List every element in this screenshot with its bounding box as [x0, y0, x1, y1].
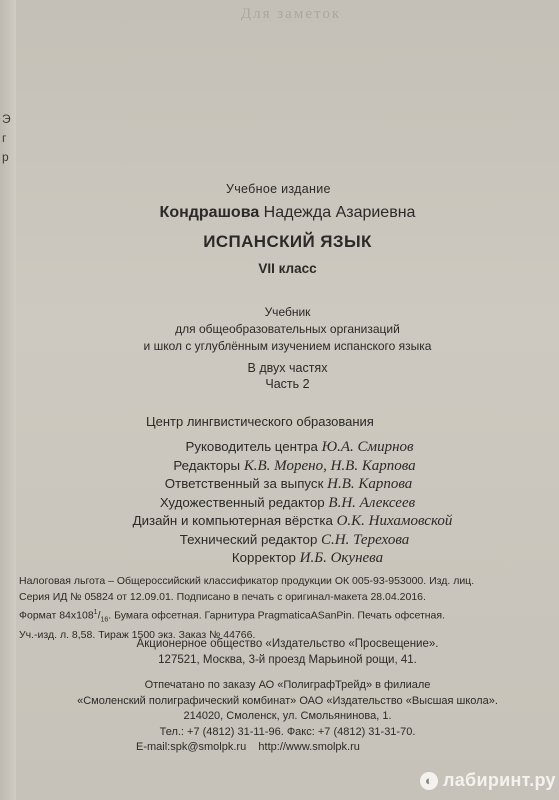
tech-line: Уч.-изд. л. 8,58. Тираж 1500 экз. Заказ № 44766.: [19, 629, 256, 642]
staff-name: С.Н. Терехова: [321, 531, 410, 548]
staff-row: [16, 494, 559, 513]
staff-role: Корректор: [231, 550, 296, 565]
adjacent-page-edge: [0, 0, 16, 800]
staff-name: О.К. Нихамовской: [336, 513, 453, 529]
staff-role: Художественный редактор: [159, 494, 325, 510]
staff-row: [16, 457, 559, 476]
staff-role: Руководитель центра: [185, 439, 318, 454]
description-line: и школ с углублённым изучением испанского языка: [143, 339, 432, 353]
staff-credits: [16, 438, 559, 568]
staff-name: Н.В. Карпова: [327, 476, 413, 492]
edge-glyph: Э: [2, 112, 11, 126]
parts-line: В двух частях: [247, 361, 328, 375]
center-name: Центр лингвистического образования: [146, 414, 374, 429]
publisher-line: 127521, Москва, 3-й проезд Марьиной рощи, 41.: [158, 654, 417, 666]
staff-row: [16, 512, 559, 531]
publisher-line: Акционерное общество «Издательство «Просвещение».: [136, 638, 439, 650]
staff-row: [16, 475, 559, 494]
labirint-logo-icon: ◐: [420, 772, 438, 790]
format-rest: . Бумага офсетная. Гарнитура PragmaticaASanPin. Печать офсетная.: [108, 609, 446, 622]
format-numerator: 1: [93, 609, 98, 616]
staff-name: В.Н. Алексеев: [328, 494, 416, 511]
author: [16, 204, 559, 222]
staff-name: Ю.А. Смирнов: [321, 439, 414, 455]
watermark: [420, 770, 556, 791]
series-label: Учебное издание: [226, 182, 331, 196]
book-page: [16, 0, 559, 800]
staff-row: [16, 531, 559, 550]
technical-info: [19, 574, 474, 644]
parts-line: Часть 2: [265, 377, 310, 391]
staff-row: [16, 438, 559, 457]
printer-line: Тел.: +7 (4812) 31-11-96. Факс: +7 (4812) 31-31-70.: [159, 725, 416, 738]
staff-role: Ответственный за выпуск: [164, 476, 324, 491]
watermark-text: лабиринт.ру: [443, 770, 556, 790]
format-denominator: 16: [100, 616, 109, 624]
edge-glyph: г: [2, 131, 7, 145]
staff-role: Дизайн и компьютерная вёрстка: [132, 513, 333, 528]
bleed-through-text: Для заметок: [240, 6, 342, 22]
staff-row: [16, 549, 559, 568]
staff-role: Технический редактор: [179, 531, 318, 547]
author-first-names: Надежда Азариевна: [263, 204, 416, 221]
printer-info: [16, 678, 559, 756]
staff-role: Редакторы: [173, 457, 241, 473]
staff-name: К.В. Морено, Н.В. Карпова: [243, 457, 416, 474]
format-prefix: Формат 84x108: [19, 609, 94, 622]
book-title: ИСПАНСКИЙ ЯЗЫК: [203, 232, 372, 251]
publisher-info: [16, 636, 559, 668]
edge-glyph: р: [2, 150, 9, 164]
staff-name: И.Б. Окунева: [299, 550, 384, 566]
printer-contact: E-mail:spk@smolpk.ru http://www.smolpk.ru: [136, 741, 360, 753]
printer-line: Отпечатано по заказу АО «ПолиграфТрейд» в филиале: [144, 679, 431, 691]
book-description: [16, 304, 559, 355]
tech-line: Налоговая льгота – Общероссийский классификатор продукции ОК 005-93-953000. Изд. лиц.: [19, 575, 475, 587]
author-last-name: Кондрашова: [159, 204, 260, 221]
printer-line: «Смоленский полиграфический комбинат» ОАО «Издательство «Высшая школа».: [77, 694, 498, 707]
grade: VII класс: [258, 261, 317, 276]
parts-info: [16, 360, 559, 392]
tech-line: Серия ИД № 05824 от 12.09.01. Подписано в печать с оригинал-макета 28.04.2016.: [19, 590, 426, 603]
description-line: Учебник: [264, 305, 311, 319]
description-line: для общеобразовательных организаций: [175, 322, 400, 336]
printer-line: 214020, Смоленск, ул. Смольянинова, 1.: [183, 710, 392, 722]
tech-line: Формат $84x108^1/_{16}$. Бумага офсетная. Гарнитура PragmaticaASanPin. Печать офсетная.: [19, 609, 446, 624]
